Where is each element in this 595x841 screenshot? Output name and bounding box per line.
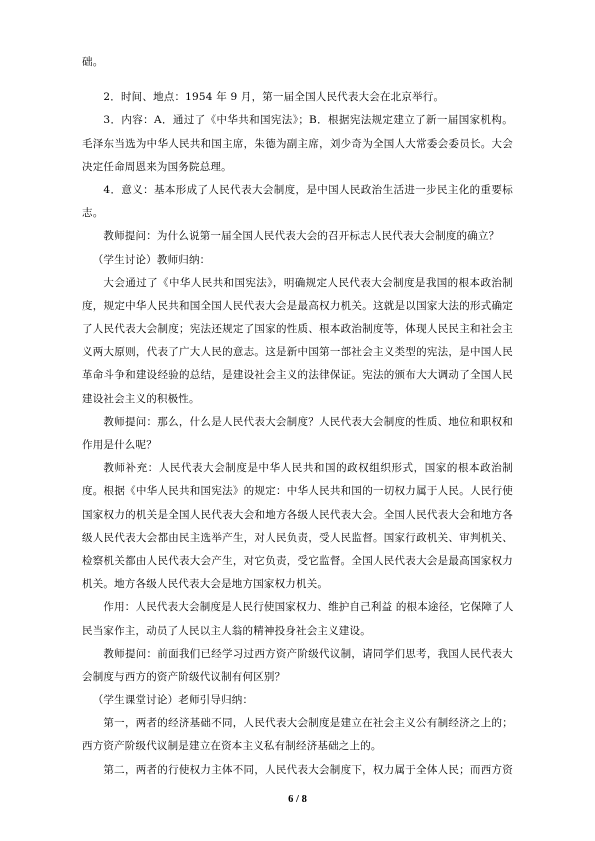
text-line: （学生讨论）教师归纳：	[92, 253, 211, 266]
document-body	[82, 51, 513, 782]
text-line: 作用：人民代表大会制度是人民行使国家权力、维护自己利益 的根本途径，它保障了人	[103, 601, 514, 614]
text-line: 教师提问：那么，什么是人民代表大会制度？人民代表大会制度的性质、地位和职权和	[103, 415, 513, 428]
student-discussion-1	[82, 249, 513, 272]
text-line: 机关。地方各级人民代表大会是地方国家权力机关。	[82, 578, 329, 591]
difference-point-1	[82, 712, 513, 758]
text-line: 2．时间、地点：1954 年 9 月，第一届全国人民代表大会在北京举行。	[103, 91, 445, 104]
student-discussion-2	[82, 689, 513, 712]
paragraph-continuation	[82, 51, 513, 74]
text-line: 民当家作主，动员了人民以主人翁的精神投身社会主义建设。	[82, 624, 371, 637]
text-line: 教师提问：为什么说第一届全国人民代表大会的召开标志人民代表大会制度的确立？	[103, 230, 500, 243]
teacher-question-3	[82, 643, 513, 689]
text-line: 度，规定中华人民共和国全国人民代表大会是最高权力机关。这就是以国家大法的形式确定	[82, 299, 513, 312]
text-line: 建设社会主义的积极性。	[82, 392, 200, 405]
text-line: 革命斗争和建设经验的总结，是建设社会主义的法律保证。宪法的颁布大大调动了全国人民	[82, 369, 513, 382]
text-line: 决定任命周恩来为国务院总理。	[82, 160, 232, 173]
text-line: 志。	[82, 207, 104, 220]
teacher-summary-1	[82, 272, 513, 411]
text-line: 度。根据《中华人民共和国宪法》的规定：中华人民共和国的一切权力属于人民。人民行使	[82, 485, 513, 498]
text-line: 级人民代表大会都由民主选举产生，对人民负责，受人民监督。国家行政机关、审判机关、	[82, 531, 513, 544]
point-4-significance	[82, 179, 513, 225]
point-3-content	[82, 109, 513, 179]
text-line: 毛泽东当选为中华人民共和国主席，朱德为副主席，刘少奇为全国人大常委会委员长。大会	[82, 137, 513, 150]
text-line: 西方资产阶级代议制是建立在资本主义私有制经济基础之上的。	[82, 740, 382, 753]
text-line: 检察机关都由人民代表大会产生，对它负责，受它监督。全国人民代表大会是最高国家权力	[82, 554, 513, 567]
teacher-question-2	[82, 411, 513, 457]
text-line: 教师提问：前面我们已经学习过西方资产阶级代议制，请同学们思考，我国人民代表大	[103, 647, 513, 660]
page-number: 6 / 8	[288, 794, 307, 805]
text-line: （学生课堂讨论）老师引导归纳：	[92, 694, 254, 707]
text-line: 第二，两者的行使权力主体不同，人民代表大会制度下，权力属于全体人民；而西方资	[103, 763, 513, 776]
text-line: 教师补充：人民代表大会制度是中华人民共和国的政权组织形式，国家的根本政治制	[103, 462, 513, 475]
text-line: 会制度与西方的资产阶级代议制有何区别？	[82, 670, 286, 683]
text-line: 作用是什么呢？	[82, 439, 157, 451]
text-line: 了人民代表大会制度；宪法还规定了国家的性质、根本政治制度等，体现人民民主和社会主	[82, 323, 513, 336]
text-line: 4．意义：基本形成了人民代表大会制度，是中国人民政治生活进一步民主化的重要标	[103, 183, 513, 196]
point-2-time-place	[82, 86, 513, 109]
text-line: 3．内容：A．通过了《中华共和国宪法》；B．根据宪法规定建立了新一届国家机构。	[103, 114, 513, 127]
teacher-supplement	[82, 457, 513, 596]
text-line: 义两大原则，代表了广大人民的意志。这是新中国第一部社会主义类型的宪法，是中国人民	[82, 346, 513, 359]
text-line: 础。	[82, 56, 104, 68]
function-paragraph	[82, 596, 513, 642]
difference-point-2	[82, 759, 513, 782]
text-line: 国家权力的机关是全国人民代表大会和地方各级人民代表大会。全国人民代表大会和地方各	[82, 508, 513, 521]
teacher-question-1	[82, 225, 513, 248]
text-line: 大会通过了《中华人民共和国宪法》，明确规定人民代表大会制度是我国的根本政治制	[103, 276, 513, 289]
text-line: 第一，两者的经济基础不同，人民代表大会制度是建立在社会主义公有制经济之上的；	[103, 717, 513, 730]
